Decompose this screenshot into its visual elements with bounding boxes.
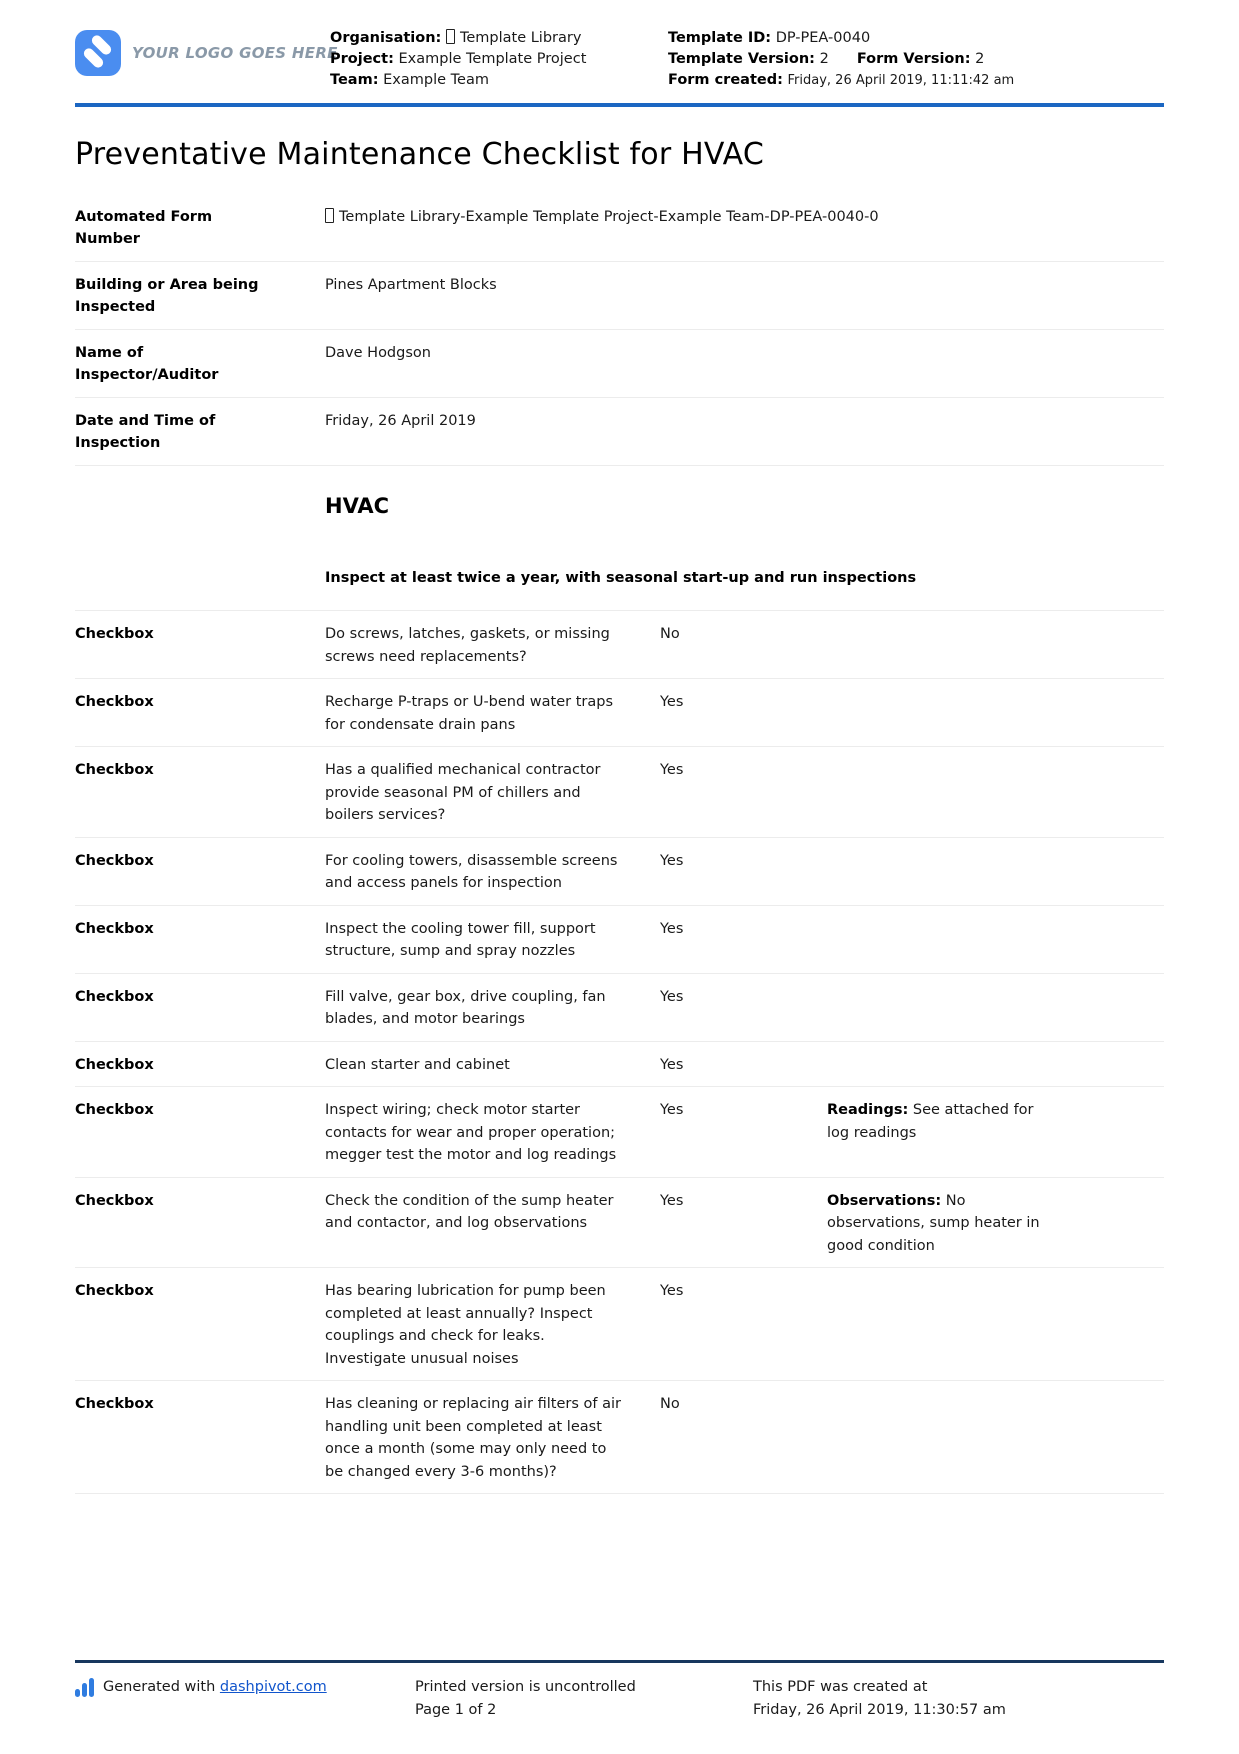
row-type-label: Checkbox: [75, 852, 154, 869]
meta-value: Dave Hodgson: [325, 345, 431, 361]
row-question: For cooling towers, disassemble screens and access panels for inspection: [325, 852, 618, 891]
row-type-label: Checkbox: [75, 988, 154, 1005]
row-type-label: Checkbox: [75, 1102, 154, 1118]
row-question: Recharge P-traps or U-bend water traps for condensate drain pans: [325, 694, 614, 733]
row-question: Clean starter and cabinet: [325, 1056, 510, 1073]
row-note: [827, 759, 1042, 827]
logo: [75, 28, 338, 76]
row-answer: No: [660, 1396, 680, 1412]
checklist-row: [75, 610, 1164, 679]
row-question: Has cleaning or replacing air filters of air handling unit been completed at least once a month (some may only need to be changed every 3-6 months)?: [325, 1396, 621, 1480]
row-answer: Yes: [660, 1283, 684, 1299]
meta-row: [75, 330, 1164, 398]
team-line: Team: Example Team: [330, 72, 489, 88]
row-note: [827, 1054, 1042, 1077]
versions-line: Template Version: 2 Form Version: 2: [668, 51, 985, 67]
row-type-label: Checkbox: [75, 920, 154, 937]
checklist-row: [75, 1381, 1164, 1494]
missing-glyph-icon: [446, 29, 455, 44]
meta-value: Friday, 26 April 2019: [325, 413, 476, 429]
row-answer: Yes: [660, 1192, 684, 1209]
row-type-label: Checkbox: [75, 1396, 154, 1412]
pdf-created-text: This PDF was created at: [753, 1679, 928, 1695]
row-answer: Yes: [660, 920, 684, 937]
row-note: Observations: No observations, sump heater in good condition: [827, 1192, 1040, 1254]
row-question: Inspect wiring; check motor starter contacts for wear and proper operation; megger test the motor and log readings: [325, 1102, 617, 1163]
meta-value: Pines Apartment Blocks: [325, 277, 497, 293]
meta-label: Automated Form Number: [75, 209, 213, 247]
checklist-row: [75, 838, 1164, 906]
row-question: Inspect the cooling tower fill, support structure, sump and spray nozzles: [325, 920, 596, 959]
generated-with-text: Generated with dashpivot.com: [103, 1679, 327, 1695]
template-id-line: Template ID: DP-PEA-0040: [668, 30, 871, 46]
header-template-block: [668, 28, 1164, 91]
dashpivot-bars-icon: [75, 1676, 94, 1697]
row-question: Do screws, latches, gaskets, or missing screws need replacements?: [325, 626, 610, 665]
meta-label: Date and Time of Inspection: [75, 413, 216, 451]
missing-glyph-icon: [325, 208, 334, 223]
row-question: Has a qualified mechanical contractor provide seasonal PM of chillers and boilers services?: [325, 762, 601, 823]
row-type-label: Checkbox: [75, 1283, 154, 1299]
footer-created-block: [753, 1676, 1164, 1722]
checklist-row: [75, 1268, 1164, 1381]
checklist-row: [75, 1042, 1164, 1088]
row-answer: Yes: [660, 988, 684, 1005]
section-instruction: Inspect at least twice a year, with seasonal start-up and run inspections: [325, 570, 917, 586]
row-type-label: Checkbox: [75, 694, 154, 710]
header-org-block: [330, 28, 668, 91]
row-answer: Yes: [660, 1102, 684, 1118]
row-answer: Yes: [660, 852, 684, 869]
meta-row: [75, 194, 1164, 262]
checklist-row: [75, 679, 1164, 747]
company-logo-icon: [75, 30, 121, 76]
row-note: [827, 1393, 1042, 1483]
organisation-line: Organisation: Template Library: [330, 30, 582, 46]
form-created-line: Form created: Friday, 26 April 2019, 11:11:42 am: [668, 72, 1015, 88]
row-note: [827, 691, 1042, 736]
checklist-table: [75, 610, 1164, 1494]
logo-placeholder-text: YOUR LOGO GOES HERE: [132, 44, 338, 62]
form-meta-table: [75, 194, 1164, 466]
row-note: [827, 850, 1042, 895]
project-line: Project: Example Template Project: [330, 51, 587, 67]
meta-row: [75, 398, 1164, 466]
row-answer: No: [660, 626, 680, 642]
page-number-text: Page 1 of 2: [415, 1702, 497, 1718]
meta-label: Building or Area being Inspected: [75, 277, 259, 315]
row-question: Has bearing lubrication for pump been completed at least annually? Inspect couplings and check for leaks. Investigate unusual noises: [325, 1283, 606, 1367]
printed-version-text: Printed version is uncontrolled: [415, 1679, 636, 1695]
dashpivot-link[interactable]: dashpivot.com: [219, 1679, 327, 1695]
meta-row: [75, 262, 1164, 330]
meta-value: Template Library-Example Template Project-Example Team-DP-PEA-0040-0: [325, 206, 1164, 250]
row-type-label: Checkbox: [75, 1056, 154, 1073]
row-note: [827, 623, 1042, 668]
footer-print-block: [415, 1676, 753, 1722]
footer-generated: [75, 1676, 415, 1722]
row-type-label: Checkbox: [75, 1192, 154, 1209]
row-answer: Yes: [660, 762, 684, 778]
checklist-row: [75, 1178, 1164, 1269]
row-note: [827, 986, 1042, 1031]
checklist-row: [75, 1087, 1164, 1178]
row-note: [827, 918, 1042, 963]
row-note: Readings: See attached for log readings: [827, 1102, 1034, 1141]
section-heading: HVAC: [325, 494, 390, 518]
page-header: [75, 28, 1164, 91]
row-answer: Yes: [660, 694, 684, 710]
checklist-row: [75, 747, 1164, 838]
checklist-row: [75, 906, 1164, 974]
page-footer: [0, 1660, 1239, 1722]
header-divider: [75, 103, 1164, 107]
row-question: Fill valve, gear box, drive coupling, fan blades, and motor bearings: [325, 988, 606, 1027]
row-answer: Yes: [660, 1056, 684, 1073]
row-question: Check the condition of the sump heater and contactor, and log observations: [325, 1192, 614, 1231]
meta-label: Name of Inspector/Auditor: [75, 345, 219, 383]
page-title: Preventative Maintenance Checklist for HVAC: [75, 137, 765, 172]
checklist-row: [75, 974, 1164, 1042]
row-type-label: Checkbox: [75, 626, 154, 642]
row-note: [827, 1280, 1042, 1370]
pdf-created-timestamp: Friday, 26 April 2019, 11:30:57 am: [753, 1702, 1006, 1718]
row-type-label: Checkbox: [75, 762, 154, 778]
